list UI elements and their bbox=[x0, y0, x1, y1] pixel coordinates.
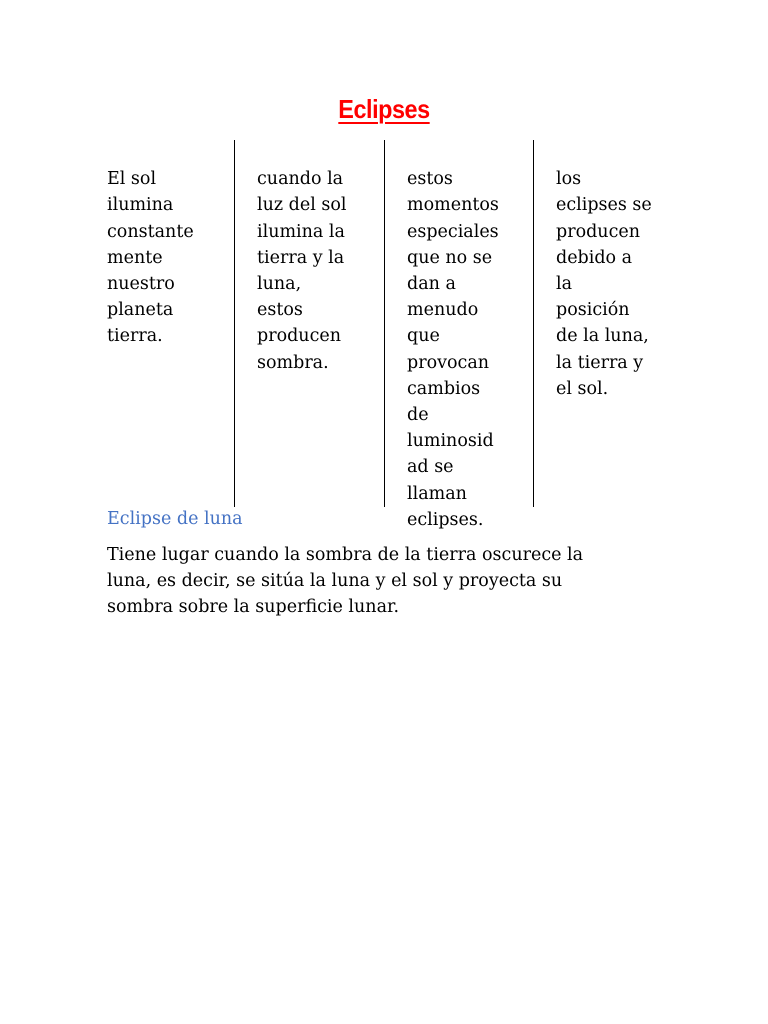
body-paragraph: Tiene lugar cuando la sombra de la tierra oscurece la luna, es decir, se sitúa la luna y el sol y proyecta su sombra sobre la superficie lunar. bbox=[107, 545, 584, 618]
document-title: Eclipses bbox=[338, 94, 430, 124]
column-4-text: los eclipses se producen debido a la posición de la luna, la tierra y el sol. bbox=[556, 169, 652, 399]
column-divider bbox=[533, 140, 534, 507]
column-divider bbox=[384, 140, 385, 507]
column-3-text: estos momentos especiales que no se dan a menudo que provocan cambios de luminosid ad se llaman eclipses. bbox=[407, 169, 499, 530]
column-divider bbox=[234, 140, 235, 507]
column-3 bbox=[407, 140, 534, 530]
column-1 bbox=[107, 140, 234, 507]
column-2 bbox=[257, 140, 384, 507]
column-4 bbox=[556, 140, 683, 507]
column-1-text: El sol ilumina constante mente nuestro planeta tierra. bbox=[107, 169, 194, 347]
column-2-text: cuando la luz del sol ilumina la tierra y la luna, estos producen sombra. bbox=[257, 169, 347, 373]
section-heading: Eclipse de luna bbox=[107, 509, 243, 529]
